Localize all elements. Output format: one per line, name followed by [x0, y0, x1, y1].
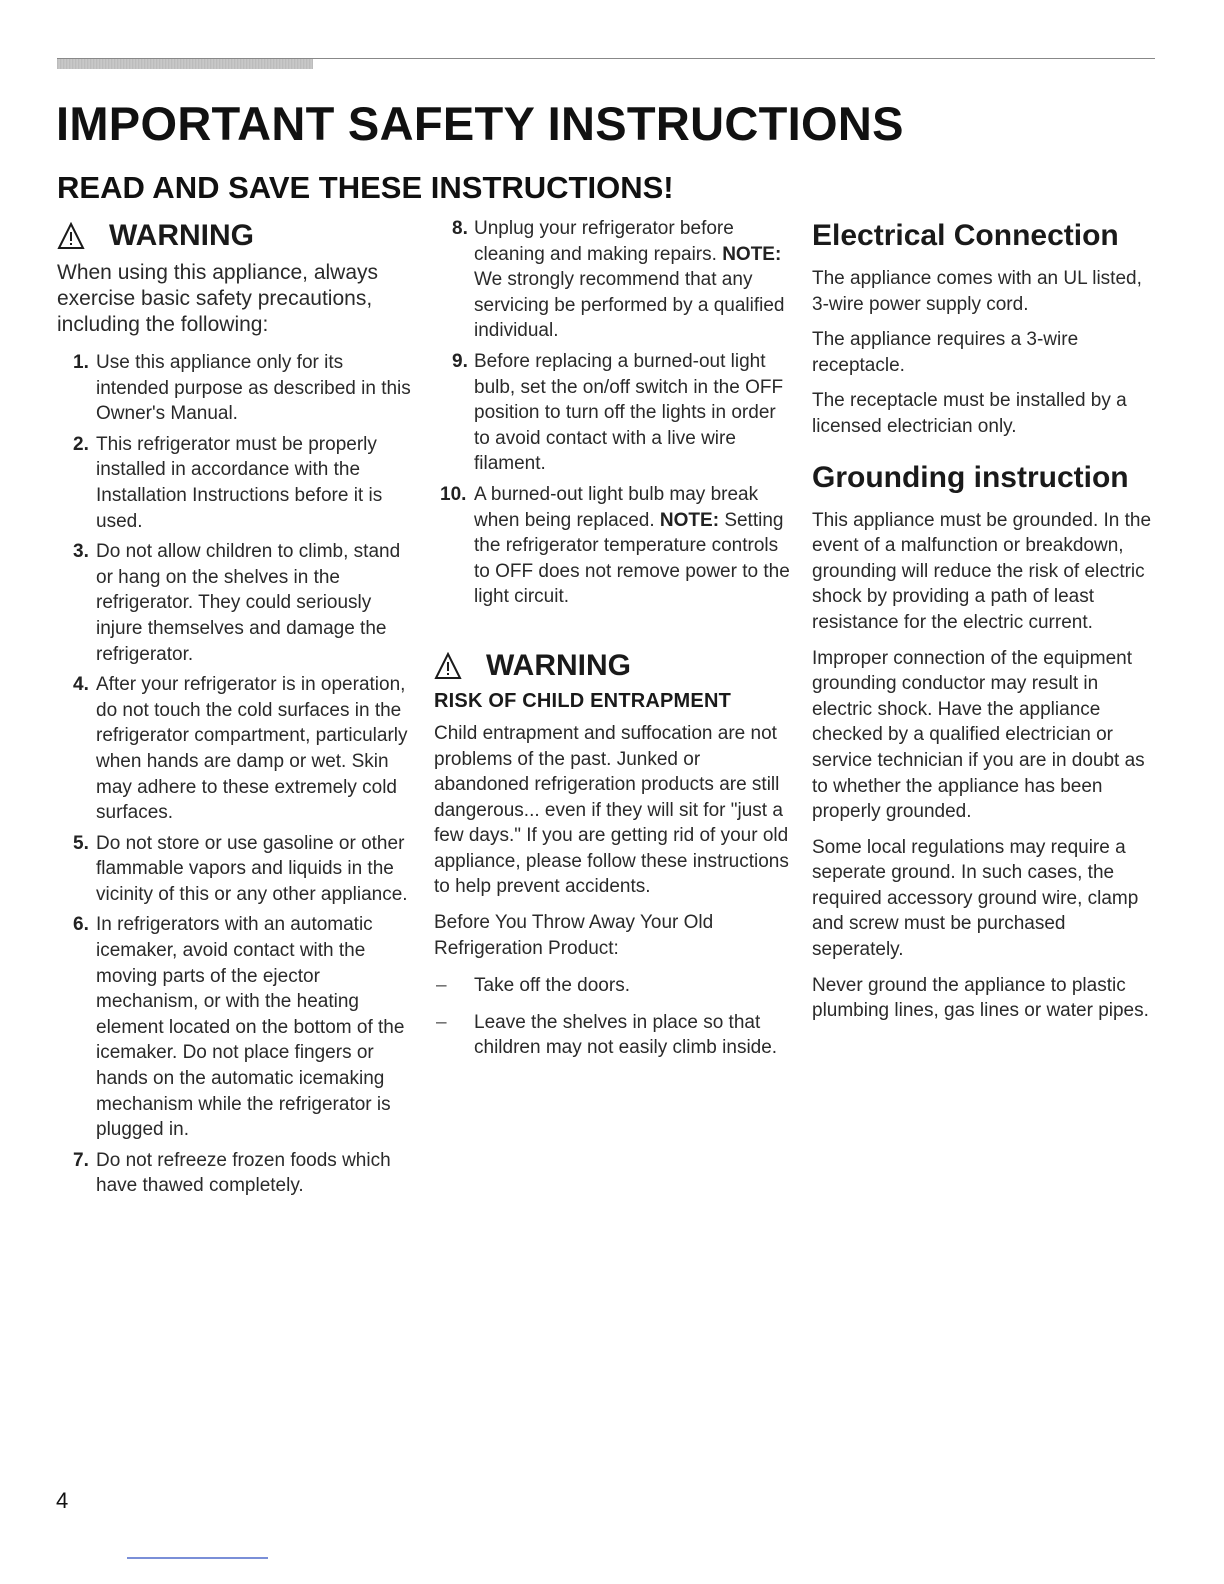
section-heading: Grounding instruction [812, 460, 1129, 494]
item-number: 9. [452, 350, 468, 372]
item-number: 2. [73, 433, 89, 455]
instruction-list [57, 350, 412, 1199]
item-text: After your refrigerator is in operation, do not touch the cold surfaces in the refrigerator compartment, particularly when hands are damp or wet. Skin may adhere to these extremely cold surfaces. [96, 674, 408, 824]
item-number: 8. [452, 218, 468, 239]
page-number: 4 [56, 1488, 69, 1513]
warning-heading [434, 646, 790, 686]
item-number: 1. [73, 352, 89, 373]
bottom-decoration-line [127, 1557, 268, 1559]
list-item [57, 432, 412, 534]
list-item [434, 482, 790, 610]
electrical-connection-section [812, 216, 1162, 440]
note-label: NOTE: [659, 509, 720, 531]
list-item [434, 216, 790, 344]
grounding-instruction-section [812, 458, 1162, 1024]
item-text: Before replacing a burned-out light bulb, set the on/off switch in the OFF position to turn off the lights in order to avoid contact with a live wire filament. [474, 350, 784, 475]
note-text: Setting the refrigerator temperature controls to OFF does not remove power to the light circuit. [474, 509, 790, 608]
list-item [57, 1148, 412, 1199]
bullet-text: Leave the shelves in place so that children may not easily climb inside. [474, 1011, 778, 1059]
warning-triangle-icon [57, 222, 85, 250]
item-text: Use this appliance only for its intended purpose as described in this Owner's Manual. [96, 352, 411, 425]
dash-bullet: – [436, 975, 447, 997]
paragraph: Improper connection of the equipment grounding conductor may result in electric shock. Have the appliance checked by a qualified electrician or service technician if you are in doubt as to whether the appliance has been properly grounded. [812, 647, 1145, 823]
entrapment-paragraph: Child entrapment and suffocation are not problems of the past. Junked or abandoned refrigeration products are still dangerous... even if they will sit for "just a few days." If you are getting rid of your old appliance, please follow these instructions to help prevent accidents. [434, 722, 789, 898]
page-subtitle: READ AND SAVE THESE INSTRUCTIONS! [57, 170, 674, 205]
item-text: This refrigerator must be properly installed in accordance with the Installation Instructions before it is used. [96, 433, 383, 532]
paragraph: This appliance must be grounded. In the event of a malfunction or breakdown, grounding will reduce the risk of electric shock by providing a path of least resistance for the electric current. [812, 509, 1152, 633]
item-number: 4. [73, 674, 89, 696]
instruction-list-continued [434, 216, 790, 610]
child-entrapment-section [434, 646, 790, 1061]
item-text: A burned-out light bulb may break when being replaced. [474, 483, 759, 531]
paragraph: The appliance comes with an UL listed, 3-wire power supply cord. [812, 268, 1142, 315]
item-text: Unplug your refrigerator before cleaning and making repairs. [474, 218, 734, 265]
section-heading: Electrical Connection [812, 219, 1119, 252]
list-item [434, 973, 790, 999]
column-general-warnings [57, 216, 412, 1204]
disposal-steps-list [434, 973, 790, 1061]
item-text: Do not allow children to climb, stand or hang on the shelves in the refrigerator. They could seriously injure themselves and damage the refrigerator. [96, 541, 401, 665]
warning-heading [57, 216, 412, 256]
note-text: We strongly recommend that any servicing be performed by a qualified individual. [474, 269, 785, 342]
item-text: Do not store or use gasoline or other flammable vapors and liquids in the vicinity of this or any other appliance. [96, 832, 408, 905]
item-number: 7. [73, 1149, 89, 1171]
dash-bullet: – [436, 1011, 447, 1033]
list-item [57, 831, 412, 908]
item-number: 6. [73, 914, 89, 936]
column-electrical [812, 216, 1162, 1034]
warning-label: WARNING [109, 219, 254, 252]
item-text: In refrigerators with an automatic icemaker, avoid contact with the moving parts of the ejector mechanism, or with the heating element located on the bottom of the icemaker. Do not place fingers or hands on the automatic icemaking mechanism while the refrigerator is plugged in. [96, 914, 405, 1141]
item-number: 5. [73, 832, 89, 854]
warning-label: WARNING [486, 648, 631, 682]
column-continued-warnings [434, 216, 790, 1072]
risk-heading: RISK OF CHILD ENTRAPMENT [434, 689, 732, 712]
list-item [57, 539, 412, 667]
list-item [434, 349, 790, 477]
warning-triangle-icon [434, 652, 462, 680]
note-label: NOTE: [722, 243, 782, 265]
list-item [57, 350, 412, 427]
list-item [434, 1010, 790, 1061]
item-number: 10. [440, 483, 467, 505]
list-item [57, 912, 412, 1142]
list-item [57, 672, 412, 826]
bullet-text: Take off the doors. [474, 975, 630, 997]
paragraph: Never ground the appliance to plastic plumbing lines, gas lines or water pipes. [812, 974, 1149, 1022]
item-text: Do not refreeze frozen foods which have thawed completely. [96, 1149, 391, 1197]
item-number: 3. [73, 541, 89, 563]
header-decoration-bar [57, 59, 313, 69]
before-throw-away-paragraph: Before You Throw Away Your Old Refrigeration Product: [434, 912, 714, 959]
page-title: IMPORTANT SAFETY INSTRUCTIONS [56, 97, 904, 150]
paragraph: The appliance requires a 3-wire receptacle. [812, 329, 1079, 376]
paragraph: Some local regulations may require a seperate ground. In such cases, the required accessory ground wire, clamp and screw must be purchased seperately. [812, 836, 1139, 961]
warning-intro: When using this appliance, always exercise basic safety precautions, including the following: [57, 261, 379, 336]
paragraph: The receptacle must be installed by a licensed electrician only. [812, 390, 1127, 437]
